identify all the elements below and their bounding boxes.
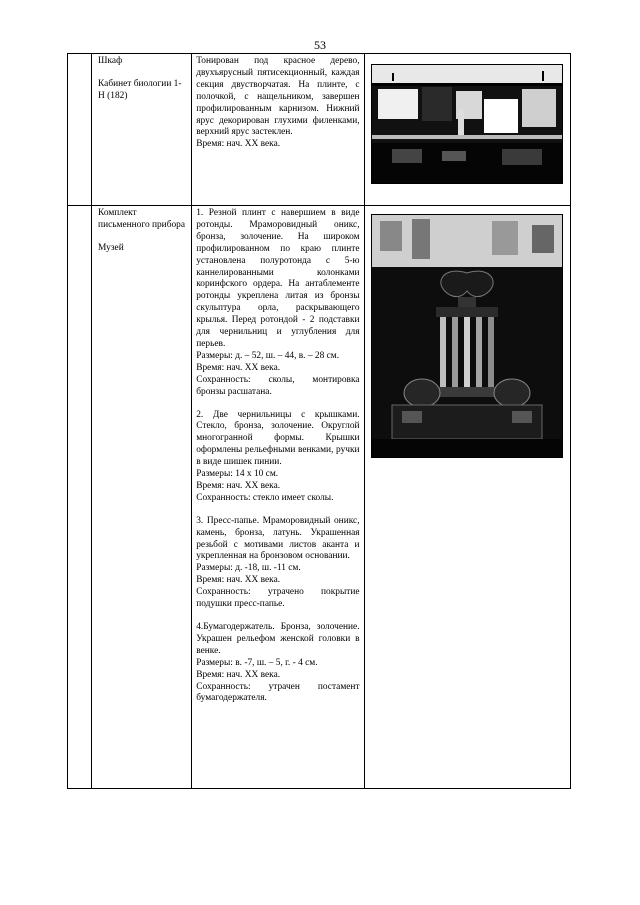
description-cell <box>192 54 364 206</box>
component-size: Размеры: в. -7, ш. – 5, г. - 4 см. <box>196 657 318 668</box>
component-time: Время: нач. XX века. <box>196 480 281 491</box>
index-cell <box>68 206 92 789</box>
inventory-table <box>67 53 571 789</box>
component-condition: Сохранность: утрачен постамент бумагодержателя. <box>196 681 360 704</box>
item-description: Тонирован под красное дерево, двухъярусный пятисекционный, каждая секция двустворчатая. На плинте, с полочкой, с нащельником, завершен профилированным карнизом. Нижний ярус декорирован глухими филенками, верхний ярус застеклен. <box>196 56 360 138</box>
component-size: Размеры: 14 x 10 см. <box>196 469 279 480</box>
component-text: 3. Пресс-папье. Мраморовидный оникс, камень, бронза, латунь. Украшенная резьбой с мотивами листов аканта и укрепленная на бронзовом основании. <box>196 515 360 562</box>
component-text: 2. Две чернильницы с крышками. Стекло, бронза, золочение. Округлой многогранной формы. Крышки оформлены рельефными венками, ручки в виде шишек пинии. <box>196 409 360 468</box>
item-location: Кабинет биологии 1-Н (182) <box>98 78 182 101</box>
component-text: 4.Бумагодержатель. Бронза, золочение. Украшен рельефом женской головки в венке. <box>196 622 360 656</box>
item-name: Шкаф <box>98 56 123 66</box>
photo-cell <box>364 54 570 206</box>
cabinet-photo <box>371 64 563 184</box>
page-number: 53 <box>314 38 326 52</box>
component-time: Время: нач. XX века. <box>196 575 281 586</box>
list-item <box>196 208 359 399</box>
item-time: Время: нач. XX века. <box>196 139 281 150</box>
table-row <box>68 206 571 789</box>
writing-set-photo <box>371 214 563 458</box>
index-cell <box>68 54 92 206</box>
component-condition: Сохранность: сколы, монтировка бронзы расшатана. <box>196 374 360 397</box>
item-name: Комплект письменного прибора <box>98 208 186 230</box>
item-location: Музей <box>98 242 124 253</box>
table-row <box>68 54 571 206</box>
component-size: Размеры: д. -18, ш. -11 см. <box>196 563 301 574</box>
photo-cell <box>364 206 570 789</box>
component-condition: Сохранность: утрачено покрытие подушки пресс-папье. <box>196 587 360 610</box>
name-cell <box>92 54 192 206</box>
component-condition: Сохранность: стекло имеет сколы. <box>196 492 334 503</box>
list-item <box>196 410 359 505</box>
component-size: Размеры: д. – 52, ш. – 44, в. – 28 см. <box>196 350 340 361</box>
list-item <box>196 516 359 611</box>
component-time: Время: нач. XX века. <box>196 669 281 680</box>
component-time: Время: нач. XX века. <box>196 362 281 373</box>
name-cell <box>92 206 192 789</box>
component-text: 1. Резной плинт с навершием в виде ротонды. Мраморовидный оникс, бронза, золочение. На широком профилированном по краю плинте установлена полуротонда с 5-ю каннелированными колонками коринфского ордера. На антаблементе ротонды укреплена литая из бронзы скульптура орла, раскрывающего крылья. Перед ротондой - 2 подставки для чернильниц и углубления для перьев. <box>196 208 360 349</box>
list-item <box>196 622 359 705</box>
description-cell <box>192 206 364 789</box>
